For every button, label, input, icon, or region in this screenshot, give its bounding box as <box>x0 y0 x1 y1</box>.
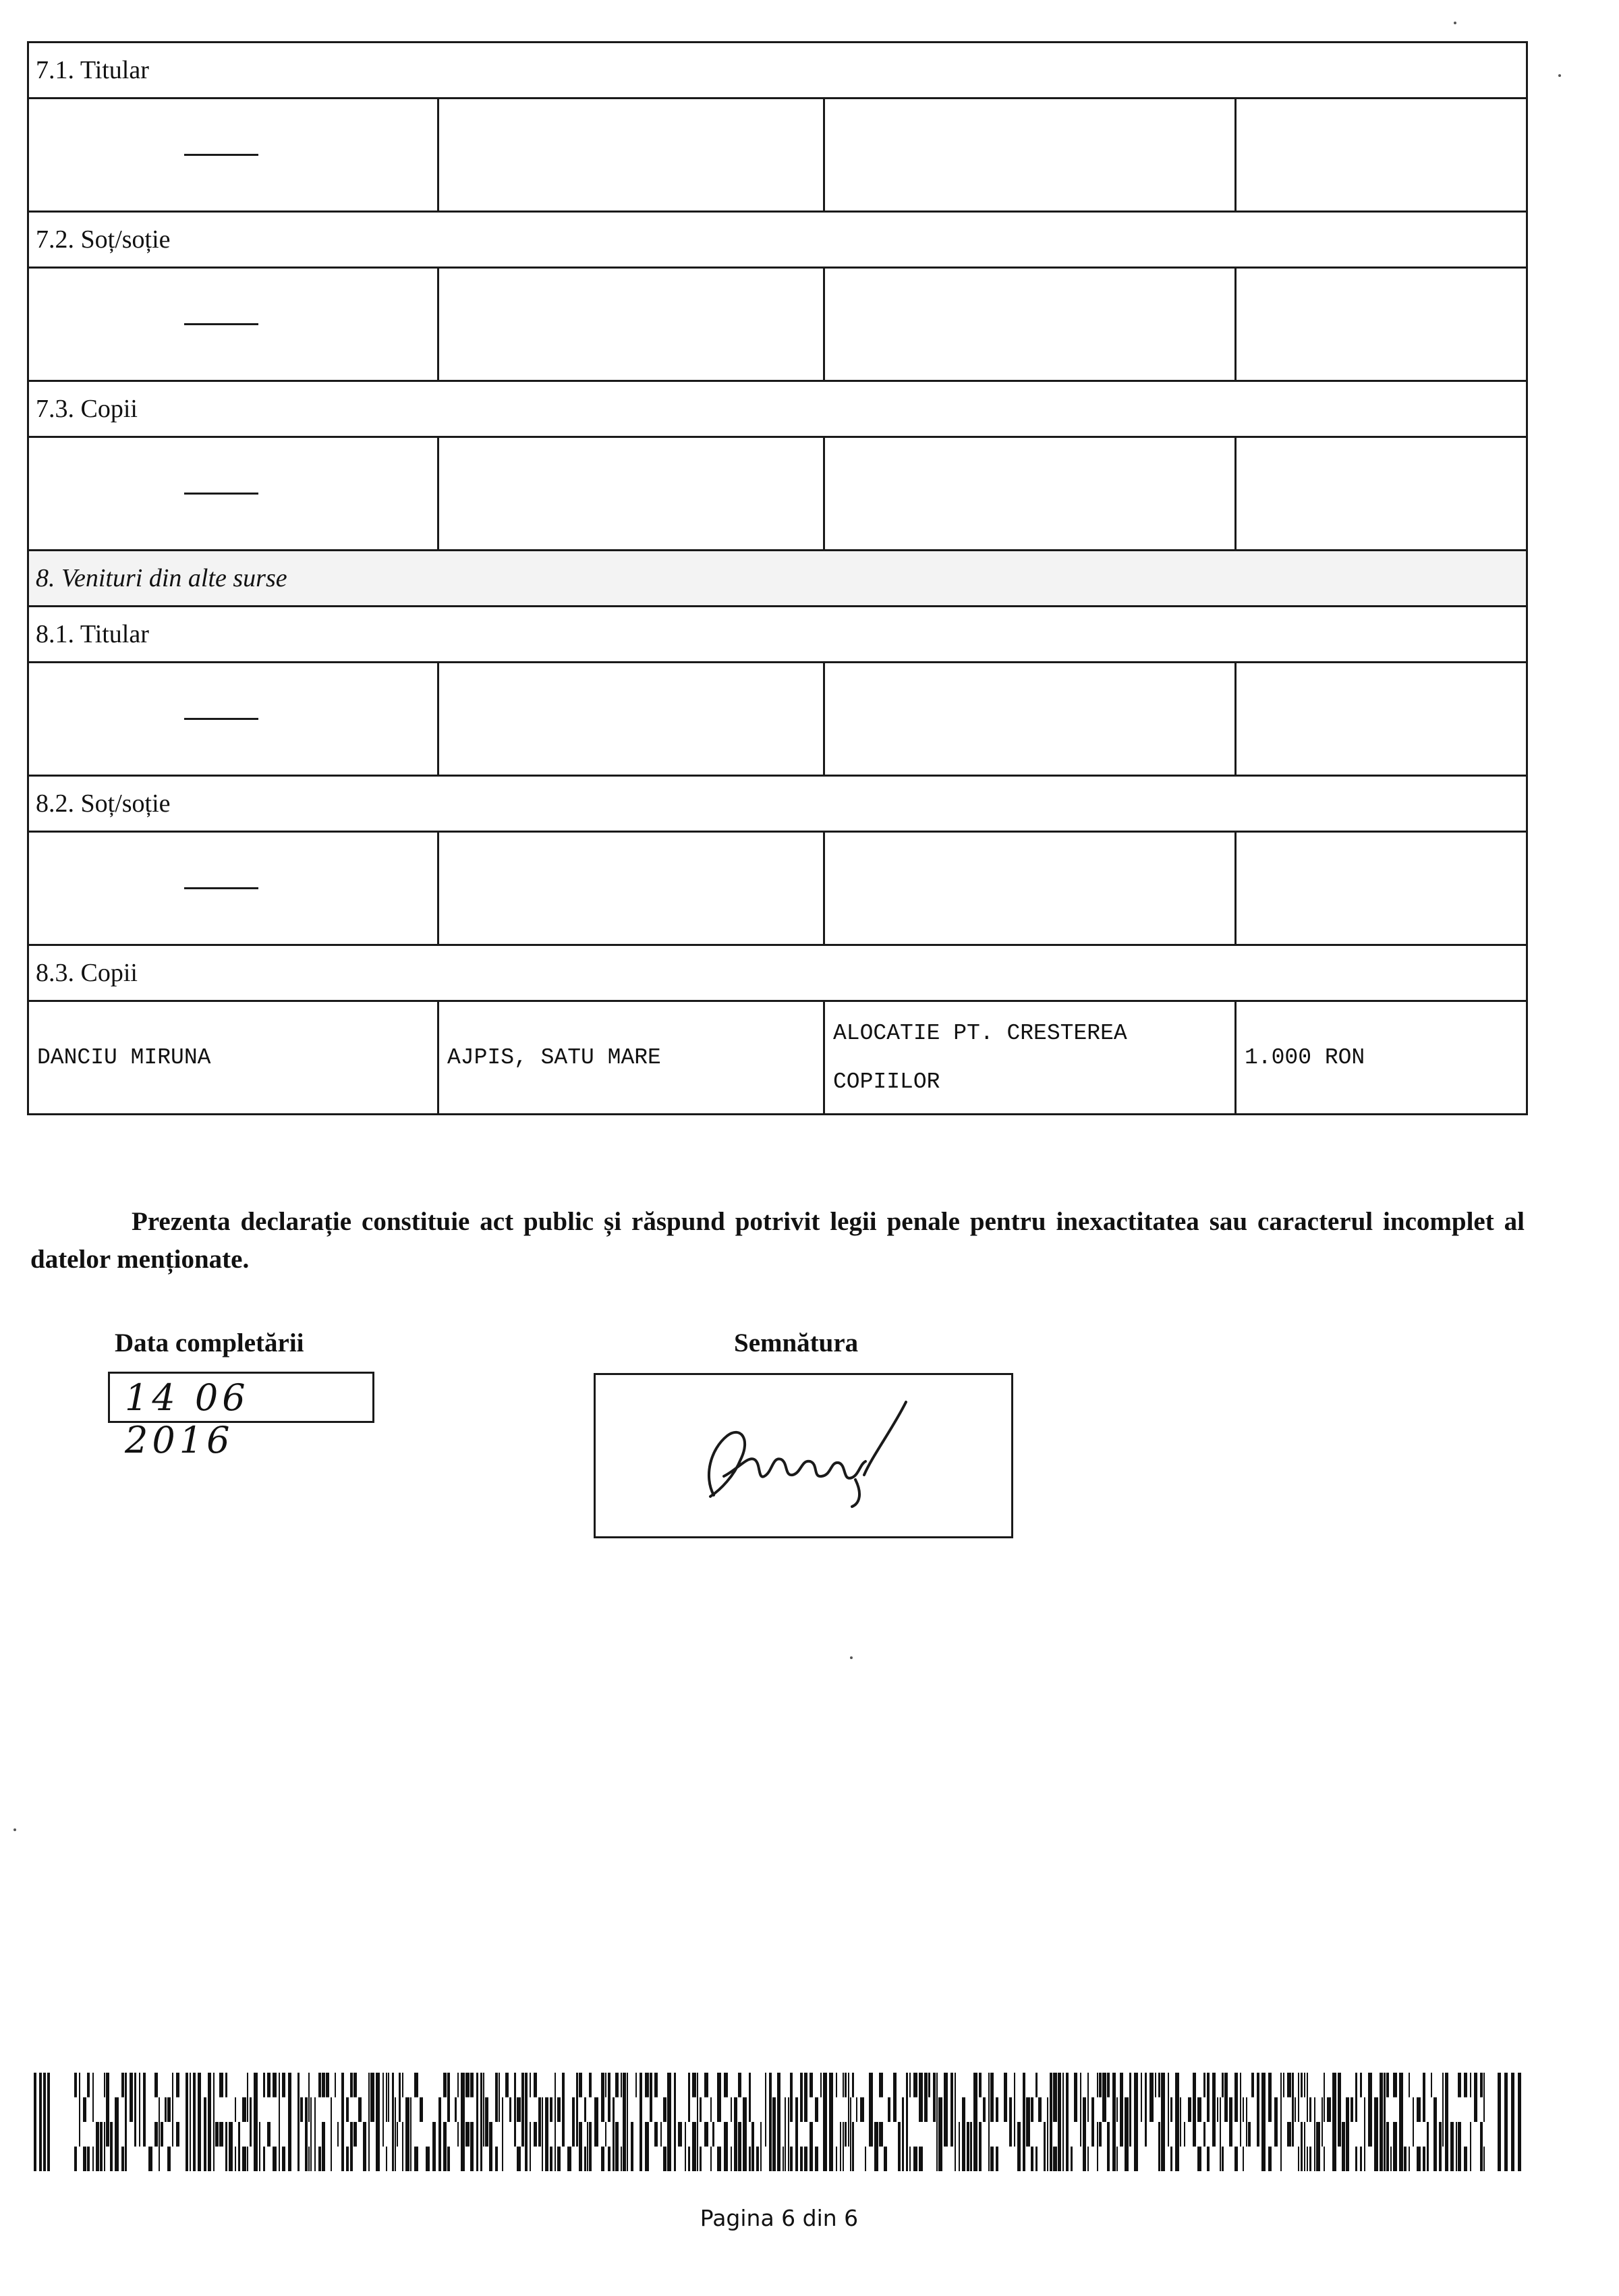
signature-box <box>594 1373 1013 1538</box>
scan-speck <box>13 1828 16 1831</box>
table-cell <box>1236 1001 1527 1115</box>
cell-value: AJPIS, SATU MARE <box>447 1044 661 1070</box>
table-cell <box>1236 437 1527 551</box>
scan-speck <box>850 1656 853 1659</box>
table-cell <box>824 832 1236 945</box>
section-header-row <box>28 212 1527 268</box>
section-header-row <box>28 551 1527 607</box>
table-cell <box>824 1001 1236 1115</box>
empty-dash <box>184 718 258 720</box>
table-cell <box>28 832 438 945</box>
table-cell <box>1236 99 1527 212</box>
empty-dash <box>184 493 258 495</box>
section-label: 7.3. Copii <box>28 381 1527 437</box>
date-field <box>108 1372 374 1461</box>
empty-dash <box>184 154 258 156</box>
table-row <box>28 99 1527 212</box>
table-cell <box>28 1001 438 1115</box>
table-cell <box>438 99 824 212</box>
table-cell <box>438 663 824 776</box>
signature-label: Semnătura <box>734 1328 859 1357</box>
section-label: 7.2. Soț/soție <box>28 212 1527 268</box>
section-label: 8. Venituri din alte surse <box>28 551 1527 607</box>
cell-value: DANCIU MIRUNA <box>37 1044 211 1070</box>
table-cell <box>824 663 1236 776</box>
table-cell <box>438 437 824 551</box>
table-row <box>28 1001 1527 1115</box>
section-header-row <box>28 945 1527 1001</box>
scan-speck <box>1558 74 1561 77</box>
table-cell <box>438 832 824 945</box>
page-number: Pagina 6 din 6 <box>700 2205 859 2231</box>
date-value: 14 06 2016 <box>125 1376 250 1461</box>
table-row <box>28 832 1527 945</box>
table-cell <box>28 437 438 551</box>
table-row <box>28 663 1527 776</box>
barcode-icon <box>34 2073 1526 2171</box>
table-body <box>28 43 1527 1115</box>
section-label: 8.2. Soț/soție <box>28 776 1527 832</box>
empty-dash <box>184 887 258 889</box>
cell-value: 1.000 RON <box>1245 1044 1365 1070</box>
declaration-table <box>27 41 1528 1115</box>
section-header-row <box>28 607 1527 663</box>
section-label: 8.3. Copii <box>28 945 1527 1001</box>
section-header-row <box>28 43 1527 99</box>
section-header-row <box>28 776 1527 832</box>
table-row <box>28 437 1527 551</box>
section-label: 8.1. Titular <box>28 607 1527 663</box>
section-header-row <box>28 381 1527 437</box>
legal-statement: Prezenta declarație constituie act public și răspund potrivit legii penale pentru inexactitatea sau caracterul incomplet al datelor menționate. <box>30 1207 1525 1274</box>
table-cell <box>28 99 438 212</box>
table-cell <box>28 268 438 381</box>
empty-dash <box>184 323 258 325</box>
cell-value: ALOCATIE PT. CRESTEREA COPIILOR <box>833 1020 1127 1094</box>
table-cell <box>438 268 824 381</box>
table-cell <box>1236 268 1527 381</box>
signature-icon <box>596 1375 1011 1536</box>
date-label: Data completării <box>115 1328 304 1357</box>
table-cell <box>1236 832 1527 945</box>
table-cell <box>438 1001 824 1115</box>
table-cell <box>824 99 1236 212</box>
table-row <box>28 268 1527 381</box>
scan-speck <box>1454 22 1456 24</box>
section-label: 7.1. Titular <box>28 43 1527 99</box>
table-cell <box>28 663 438 776</box>
table-cell <box>824 437 1236 551</box>
table-cell <box>1236 663 1527 776</box>
table-cell <box>824 268 1236 381</box>
